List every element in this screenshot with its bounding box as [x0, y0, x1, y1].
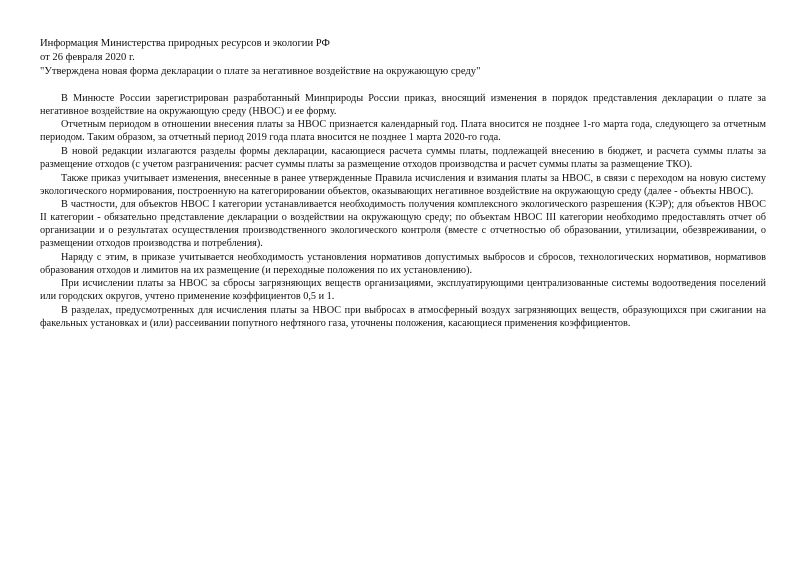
- paragraph-normatives: Наряду с этим, в приказе учитывается необходимость установления нормативов допустимых выбросов и сбросов, технологических нормативов, нормативов образования отходов и лимитов на их размещение (и переходные положения по их установлению).: [40, 251, 766, 276]
- paragraph-registration: В Минюсте России зарегистрирован разработанный Минприроды России приказ, вносящий изменения в порядок представления декларации о плате за негативное воздействие на окружающую среду (НВОС) и ее форму.: [40, 92, 766, 117]
- paragraph-reporting-period: Отчетным периодом в отношении внесения платы за НВОС признается календарный год. Плата вносится не позднее 1-го марта года, следующего за отчетным периодом. Таким образом, за отчетный период 2019 года плата вносится не позднее 1 марта 2020-го года.: [40, 119, 766, 144]
- paragraph-new-edition: В новой редакции излагаются разделы формы декларации, касающиеся расчета суммы платы, подлежащей внесению в бюджет, и расчета суммы платы за размещение отходов (с учетом разграничения: расчет суммы платы за размещение отходов производства и расчет суммы платы за размещение ТКО).: [40, 145, 766, 170]
- document-title: Информация Министерства природных ресурсов и экологии РФ: [40, 38, 330, 49]
- paragraph-rules-changes: Также приказ учитывает изменения, внесенные в ранее утвержденные Правила исчисления и взимания платы за НВОС, в связи с переходом на новую систему экологического нормирования, построенную на категорировании объектов, оказывающих негативное воздействие на окружающую среду (далее - объекты НВОС).: [40, 172, 766, 197]
- paragraph-flare-gas: В разделах, предусмотренных для исчисления платы за НВОС при выбросах в атмосферный воздух загрязняющих веществ, образующихся при сжигании на факельных установках и (или) рассеивании попутного нефтяного газа, уточнены положения, касающиеся применения коэффициентов.: [40, 304, 766, 330]
- paragraph-categories: В частности, для объектов НВОС I категории устанавливается необходимость получения комплексного экологического разрешения (КЭР); для объектов НВОС II категории - обязательно представление декларации о воздействии на окружающую среду; по объектам НВОС III категории необходимо предоставлять отчет об организации и о результатах осуществления производственного экологического контроля (вместе с отчетностью об образовании, утилизации, обезвреживании, о размещении отходов производства и потребления).: [40, 199, 766, 250]
- document-header: [40, 37, 766, 79]
- document-date: от 26 февраля 2020 г.: [40, 51, 135, 63]
- document-subtitle: "Утверждена новая форма декларации о плате за негативное воздействие на окружающую среду": [40, 65, 481, 77]
- document-body: [40, 92, 766, 330]
- paragraph-coefficients: При исчислении платы за НВОС за сбросы загрязняющих веществ организациями, эксплуатирующими централизованные системы водоотведения поселений или городских округов, учтено применение коэффициентов 0,5 и 1.: [40, 278, 766, 303]
- document: [40, 37, 766, 331]
